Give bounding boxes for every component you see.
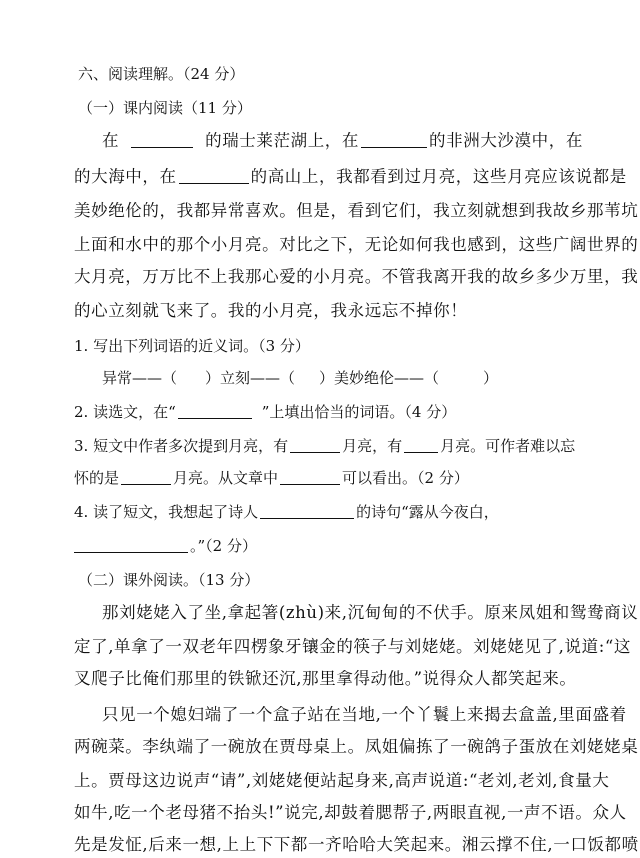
paragraph-1-line: 叉爬子比俺们那里的铁锨还沉,那里拿得动他。”说得众人都笑起来。	[74, 669, 577, 688]
passage-line-1: 在 的瑞士莱茫湖上，在 的非洲大沙漠中，在	[102, 131, 583, 150]
question-3-line-2: 怀的是 月亮。从文章中 可以看出。（2 分）	[74, 469, 469, 487]
passage-line-5: 大月亮，万万比不上我那心爱的小月亮。不管我离开我的故乡多少万里，我	[74, 267, 639, 286]
paragraph-2-line: 如牛,吃一个老母猪不抬头!”说完,却鼓着腮帮子,两眼直视,一声不语。众人	[74, 803, 627, 822]
part1-heading: （一）课内阅读（11 分）	[78, 99, 252, 117]
paragraph-1-line: 定了,单拿了一双老年四楞象牙镶金的筷子与刘姥姥。刘姥姥见了,说道:“这	[74, 637, 631, 656]
question-3-line-1: 3. 短文中作者多次提到月亮，有 月亮，有 月亮。可作者难以忘	[74, 437, 576, 455]
passage-line-3: 美妙绝伦的，我都异常喜欢。但是，看到它们，我立刻就想到我故乡那苇坑	[74, 201, 639, 220]
answer-blank[interactable]	[131, 133, 193, 148]
answer-blank[interactable]	[74, 538, 188, 553]
question-4-line-2: 。”（2 分）	[74, 536, 257, 556]
question-4-line-1: 4. 读了短文，我想起了诗人 的诗句“露从今夜白，	[74, 503, 499, 521]
question-1-prompt: 1. 写出下列词语的近义词。（3 分）	[74, 337, 310, 355]
question-1-words: 异常——（ ）立刻——（ ）美妙绝伦——（ ）	[102, 369, 499, 387]
passage-line-6: 的心立刻就飞来了。我的小月亮，我永远忘不掉你！	[74, 301, 468, 320]
part2-heading: （二）课外阅读。（13 分）	[78, 571, 260, 589]
passage-line-2: 的大海中，在 的高山上，我都看到过月亮，这些月亮应该说都是	[74, 167, 627, 186]
paragraph-1-line: 那刘姥姥入了坐,拿起箸(zhù)来,沉甸甸的不伏手。原来凤姐和鸳鸯商议	[102, 603, 639, 622]
answer-blank[interactable]	[290, 438, 340, 453]
answer-blank[interactable]	[260, 504, 354, 519]
answer-blank[interactable]	[280, 470, 340, 485]
passage-line-4: 上面和水中的那个小月亮。对比之下，无论如何我也感到，这些广阔世界的	[74, 235, 639, 254]
answer-blank[interactable]	[361, 133, 427, 148]
paragraph-2-line: 上。贾母这边说声“请”,刘姥姥便站起身来,高声说道:“老刘,老刘,食量大	[74, 771, 610, 790]
paragraph-2-line: 只见一个媳妇端了一个盒子站在当地,一个丫鬟上来揭去盒盖,里面盛着	[102, 705, 627, 724]
question-2: 2. 读选文，在“ ”上填出恰当的词语。（4 分）	[74, 403, 457, 421]
section-title: 六、阅读理解。（24 分）	[78, 65, 245, 83]
paragraph-2-line: 先是发怔,后来一想,上上下下都一齐哈哈大笑起来。湘云撑不住,一口饭都喷	[74, 835, 639, 854]
paragraph-2-line: 两碗菜。李纨端了一碗放在贾母桌上。凤姐偏拣了一碗鸽子蛋放在刘姥姥桌	[74, 737, 639, 756]
answer-blank[interactable]	[404, 438, 438, 453]
answer-blank[interactable]	[121, 470, 171, 485]
answer-blank[interactable]	[178, 404, 252, 419]
answer-blank[interactable]	[179, 169, 249, 184]
